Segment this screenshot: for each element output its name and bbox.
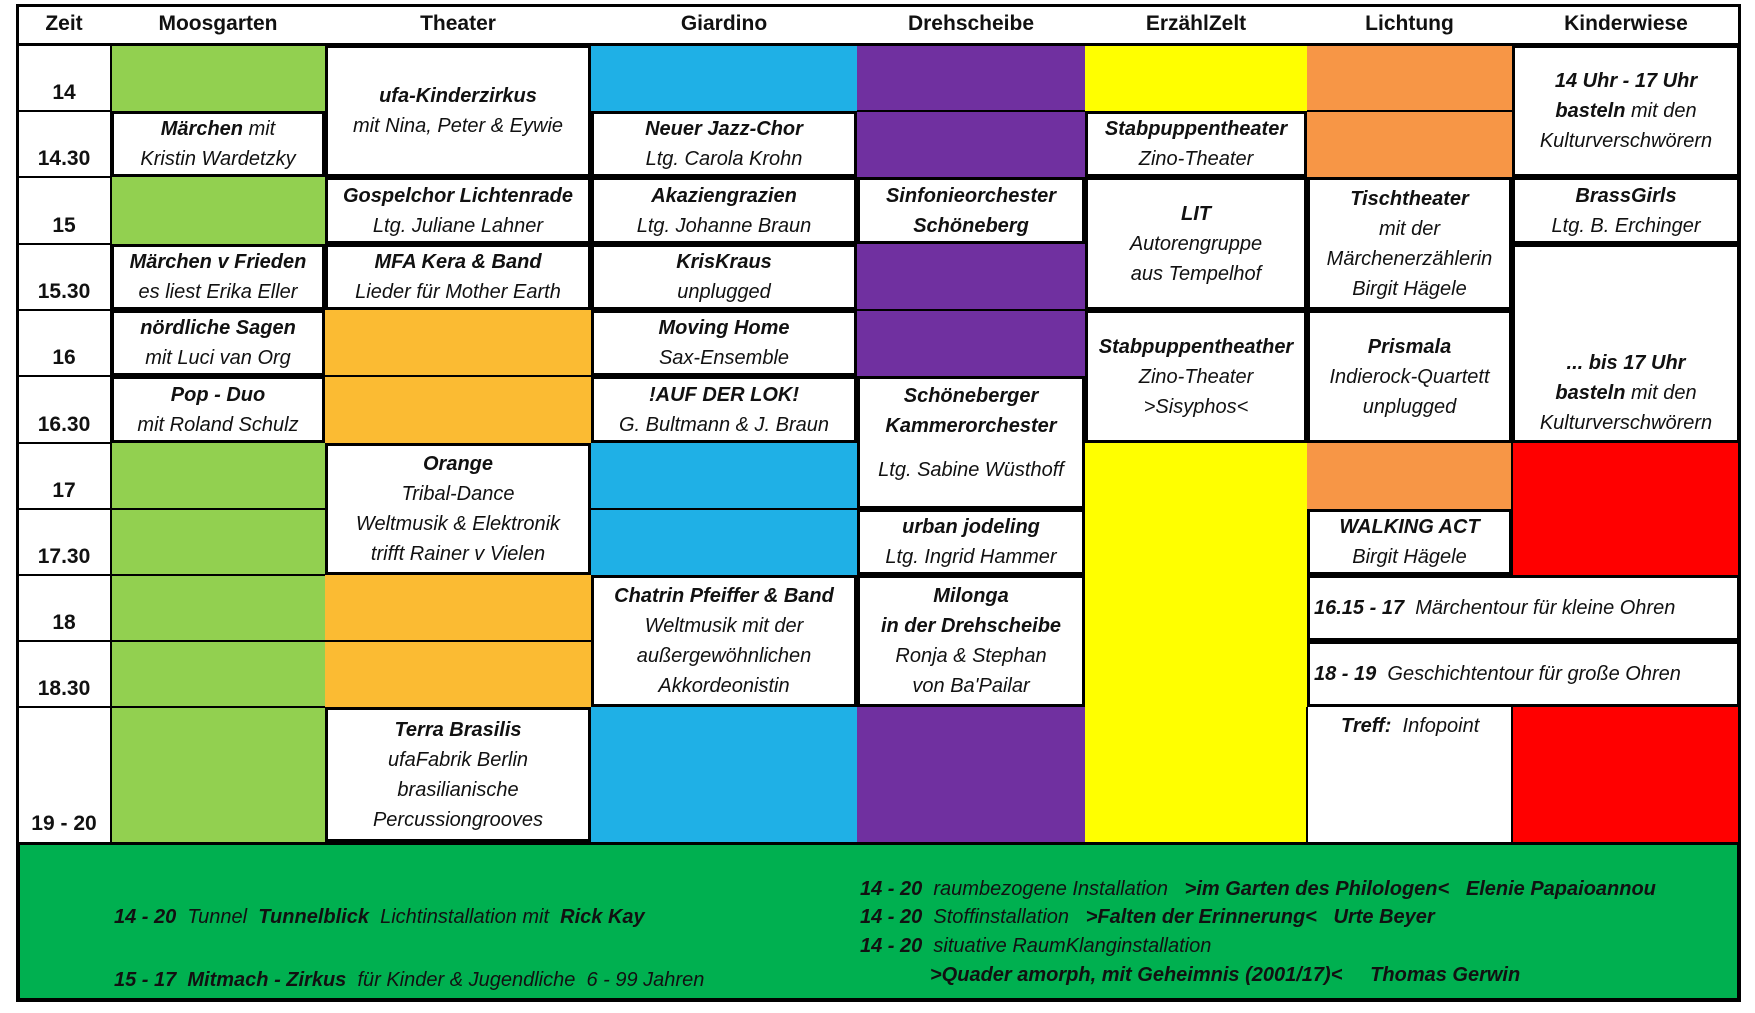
event-title: Chatrin Pfeiffer & Band — [614, 585, 834, 607]
time-1730: 17.30 — [37, 545, 91, 568]
time-16: 16 — [52, 346, 76, 369]
header-giardino: Giardino — [680, 12, 768, 35]
event-title: Milonga — [933, 585, 1009, 607]
event-line: G. Bultmann & J. Braun — [618, 413, 830, 436]
event-line: Birgit Hägele — [1352, 546, 1467, 568]
event-giardino-kriskraus[interactable] — [591, 244, 857, 310]
event-giardino-akaziengrazien[interactable] — [591, 177, 857, 244]
event-line: mit Luci van Org — [145, 347, 291, 369]
slot-kinderwiese-free — [1512, 443, 1740, 575]
event-giardino-auf-der-lok[interactable] — [591, 376, 857, 443]
event-title: Kammerorchester — [885, 415, 1057, 437]
event-title: ... bis 17 Uhr — [1566, 352, 1686, 374]
event-title: Stabpuppentheater — [1104, 118, 1288, 140]
grid-line — [1306, 707, 1308, 842]
time-19-20: 19 - 20 — [31, 812, 97, 835]
footer-time: 15 - 17 — [114, 969, 177, 991]
event-theater-kinderzirkus[interactable] — [325, 45, 591, 177]
event-giardino-chatrin-pfeiffer[interactable] — [591, 575, 857, 707]
event-line: Indierock-Quartett — [1329, 365, 1490, 388]
event-title: Märchen — [160, 118, 243, 140]
slot-kinderwiese-free — [1512, 707, 1740, 842]
event-title: WALKING ACT — [1339, 516, 1480, 538]
footer-raumklanginstallation — [860, 935, 1211, 958]
footer-installations — [17, 842, 1740, 1001]
event-theater-gospelchor[interactable] — [325, 177, 591, 244]
event-line: mit den — [1631, 382, 1697, 404]
grid-line — [17, 442, 111, 444]
event-title: Gospelchor Lichtenrade — [342, 184, 574, 207]
event-title: nördliche Sagen — [140, 317, 296, 339]
event-line: Weltmusik mit der — [644, 615, 804, 637]
event-title: KrisKraus — [676, 251, 772, 273]
event-line: aus Tempelhof — [1130, 262, 1262, 285]
event-title: LIT — [1181, 202, 1211, 225]
header-zeit: Zeit — [45, 12, 83, 35]
grid-line — [17, 176, 111, 178]
event-line: Birgit Hägele — [1352, 277, 1467, 300]
event-title: Sinfonieorchester — [885, 184, 1057, 207]
grid-line — [110, 45, 112, 842]
grid-line — [1307, 110, 1512, 112]
event-line: Ltg. Ingrid Hammer — [885, 546, 1057, 568]
event-erzaehlzelt-stabpuppentheather[interactable] — [1085, 310, 1307, 443]
slot-giardino-free — [591, 707, 857, 842]
header-divider — [17, 43, 1740, 46]
slot-giardino-free — [591, 45, 857, 111]
footer-text: situative RaumKlanginstallation — [933, 935, 1212, 957]
event-line: mit — [248, 118, 276, 140]
header-drehscheibe: Drehscheibe — [907, 12, 1035, 35]
footer-time: 14 - 20 — [860, 935, 923, 957]
event-moosgarten-sagen[interactable] — [111, 310, 325, 376]
event-line: mit Nina, Peter & Eywie — [352, 115, 564, 137]
time-1430: 14.30 — [37, 147, 91, 170]
footer-text: Stoffinstallation — [933, 906, 1070, 928]
event-drehscheibe-urban-jodeling[interactable] — [857, 509, 1085, 575]
event-line: Kristin Wardetzky — [140, 148, 296, 170]
treff-text: Infopoint — [1402, 715, 1480, 737]
event-title: MFA Kera & Band — [374, 251, 542, 273]
event-title: ufa-Kinderzirkus — [379, 85, 537, 107]
time-15: 15 — [52, 214, 76, 237]
event-title: Moving Home — [658, 317, 790, 339]
event-title: basteln — [1555, 100, 1626, 122]
grid-line — [17, 110, 111, 112]
event-drehscheibe-kammerorchester[interactable] — [857, 376, 1085, 509]
event-kinderwiese-brassgirls[interactable] — [1512, 177, 1740, 244]
event-theater-orange[interactable] — [325, 443, 591, 575]
footer-time: 14 - 20 — [114, 906, 177, 928]
footer-time: 14 - 20 — [860, 906, 923, 928]
event-kinderwiese-basteln[interactable] — [1512, 45, 1740, 177]
footer-text: Mitmach - Zirkus — [187, 969, 347, 991]
event-line: Zino-Theater — [1138, 365, 1254, 388]
event-line: Märchenerzählerin — [1326, 247, 1493, 270]
event-line: Ronja & Stephan — [895, 645, 1047, 667]
grid-line — [857, 309, 1085, 311]
footer-garten-des-philologen — [860, 878, 1656, 901]
event-title: urban jodeling — [902, 516, 1040, 538]
slot-lichtung-free — [1307, 443, 1512, 509]
grid-line — [325, 640, 591, 642]
footer-text: Elenie Papaioannou — [1465, 878, 1656, 900]
tour-text: Märchentour für kleine Ohren — [1415, 596, 1676, 619]
event-lichtung-prismala[interactable] — [1307, 310, 1512, 443]
event-lichtung-walking-act[interactable] — [1307, 509, 1512, 575]
event-lichtung-tischtheater[interactable] — [1307, 177, 1512, 310]
time-1630: 16.30 — [37, 413, 91, 436]
header-erzaehlzelt: ErzählZelt — [1145, 12, 1247, 35]
time-17: 17 — [52, 479, 76, 502]
event-line: mit den — [1631, 100, 1697, 122]
event-line: mit der — [1378, 217, 1441, 240]
footer-text: Tunnel — [187, 906, 248, 928]
footer-text: Thomas Gerwin — [1370, 964, 1521, 986]
event-moosgarten-popduo[interactable] — [111, 376, 325, 443]
event-title: Tischtheater — [1350, 187, 1469, 210]
footer-text: Rick Kay — [560, 906, 645, 928]
event-line: von Ba'Pailar — [912, 675, 1030, 697]
event-title: in der Drehscheibe — [880, 615, 1062, 637]
grid-line — [17, 309, 111, 311]
footer-time: 14 - 20 — [860, 878, 923, 900]
event-line: unplugged — [677, 281, 771, 303]
event-title: Stabpuppentheather — [1098, 335, 1294, 358]
event-title: Orange — [422, 453, 494, 475]
slot-moosgarten-free — [111, 177, 325, 244]
event-title: Prismala — [1367, 335, 1452, 358]
footer-quader-amorph — [930, 964, 1520, 987]
footer-mitmach-zirkus — [114, 969, 704, 992]
header-kinderwiese: Kinderwiese — [1564, 12, 1688, 35]
event-theater-terra-brasilis[interactable] — [325, 707, 591, 842]
event-line: >Sisyphos< — [1143, 395, 1249, 418]
event-line: Zino-Theater — [1138, 148, 1254, 170]
event-line: Percussiongrooves — [372, 808, 544, 831]
grid-line — [17, 574, 111, 576]
event-line: Ltg. B. Erchinger — [1551, 214, 1701, 237]
event-line: trifft Rainer v Vielen — [370, 543, 546, 565]
grid-line — [17, 508, 111, 510]
grid-line — [591, 508, 857, 510]
footer-text: Lichtinstallation mit — [380, 906, 550, 928]
slot-erzaehlzelt-free — [1085, 443, 1307, 842]
event-line: Akkordeonistin — [658, 675, 790, 697]
slot-erzaehlzelt-free — [1085, 45, 1307, 111]
grid-line — [111, 574, 325, 576]
footer-text: Tunnelblick — [258, 906, 369, 928]
slot-moosgarten-free — [111, 443, 325, 842]
time-18: 18 — [52, 611, 76, 634]
event-title: Terra Brasilis — [394, 718, 522, 741]
event-title: Märchen v Frieden — [129, 251, 307, 273]
header-moosgarten: Moosgarten — [158, 12, 278, 35]
event-line: mit Roland Schulz — [137, 413, 299, 436]
grid-line — [857, 110, 1085, 112]
event-moosgarten-maerchen[interactable] — [111, 111, 325, 177]
event-line: Weltmusik & Elektronik — [355, 513, 561, 535]
event-title: 14 Uhr - 17 Uhr — [1554, 70, 1698, 92]
event-title: !AUF DER LOK! — [649, 383, 799, 406]
event-giardino-jazzchor[interactable] — [591, 111, 857, 177]
event-line: Ltg. Carola Krohn — [645, 148, 803, 170]
grid-line — [111, 706, 325, 708]
event-line: Autorengruppe — [1129, 232, 1263, 255]
time-1530: 15.30 — [37, 280, 91, 303]
event-theater-mfa-kera[interactable] — [325, 244, 591, 310]
event-line: brasilianische — [397, 778, 519, 801]
grid-line — [1511, 707, 1513, 842]
header-lichtung: Lichtung — [1365, 12, 1454, 35]
time-14: 14 — [52, 81, 76, 104]
event-line: Ltg. Sabine Wüsthoff — [878, 459, 1064, 481]
time-1830: 18.30 — [37, 677, 91, 700]
event-erzaehlzelt-stabpuppentheater[interactable] — [1085, 111, 1307, 177]
event-line: Kulturverschwörern — [1539, 412, 1713, 434]
footer-text: >Quader amorph, mit Geheimnis (2001/17)< — [930, 964, 1343, 986]
header-theater: Theater — [420, 12, 496, 35]
event-line: es liest Erika Eller — [138, 281, 298, 303]
grid-line — [17, 243, 111, 245]
grid-line — [111, 640, 325, 642]
event-kinderwiese-basteln-bis-17[interactable] — [1512, 244, 1740, 443]
footer-text: >im Garten des Philologen< — [1184, 878, 1450, 900]
event-line: Ltg. Juliane Lahner — [372, 214, 544, 237]
grid-line — [325, 375, 591, 377]
event-title: Neuer Jazz-Chor — [645, 118, 803, 140]
tour-time: 16.15 - 17 — [1314, 596, 1405, 619]
grid-line — [1511, 443, 1513, 575]
footer-text: für Kinder & Jugendliche — [357, 969, 576, 991]
event-line: Lieder für Mother Earth — [355, 281, 561, 303]
event-line: Ltg. Johanne Braun — [636, 214, 812, 237]
event-giardino-moving-home[interactable] — [591, 310, 857, 376]
event-drehscheibe-milonga[interactable] — [857, 575, 1085, 707]
treff-infopoint — [1307, 707, 1512, 842]
event-line: Kulturverschwörern — [1539, 130, 1713, 152]
event-title: BrassGirls — [1575, 184, 1677, 207]
event-moosgarten-frieden[interactable] — [111, 244, 325, 310]
event-title: basteln — [1555, 382, 1626, 404]
event-line: Sax-Ensemble — [658, 347, 790, 369]
grid-line — [17, 706, 111, 708]
event-title: Akaziengrazien — [651, 184, 797, 207]
event-title: Schöneberg — [913, 214, 1029, 237]
grid-line — [17, 375, 111, 377]
slot-drehscheibe-free — [857, 707, 1085, 842]
event-line: Tribal-Dance — [401, 483, 515, 505]
event-line: ufaFabrik Berlin — [387, 748, 529, 771]
grid-line — [111, 508, 325, 510]
grid-line — [17, 640, 111, 642]
event-geschichtentour[interactable] — [1307, 641, 1740, 707]
slot-moosgarten-free — [111, 45, 325, 111]
footer-text: raumbezogene Installation — [933, 878, 1168, 900]
footer-text: >Falten der Erinnerung< — [1085, 906, 1317, 928]
event-erzaehlzelt-lit[interactable] — [1085, 177, 1307, 310]
event-line: außergewöhnlichen — [636, 645, 812, 667]
treff-label: Treff: — [1341, 715, 1392, 737]
event-title: Pop - Duo — [170, 383, 266, 406]
event-title: Schöneberger — [903, 385, 1039, 407]
event-drehscheibe-sinfonieorchester[interactable] — [857, 177, 1085, 244]
tour-text: Geschichtentour für große Ohren — [1387, 662, 1681, 685]
event-maerchentour[interactable] — [1307, 575, 1740, 641]
tour-time: 18 - 19 — [1314, 662, 1377, 685]
footer-text: 6 - 99 Jahren — [586, 969, 705, 991]
event-line: unplugged — [1362, 395, 1457, 418]
footer-tunnelblick — [114, 906, 645, 929]
footer-falten-der-erinnerung — [860, 906, 1435, 929]
footer-text: Urte Beyer — [1333, 906, 1435, 928]
